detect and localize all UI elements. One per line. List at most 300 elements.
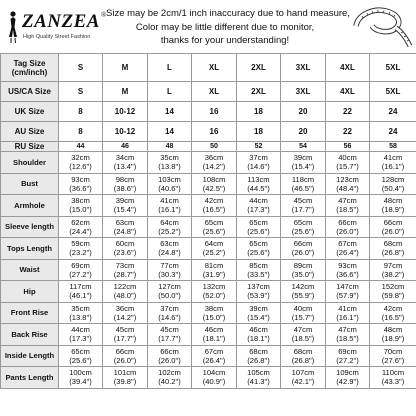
- cm-value: 100cm: [69, 368, 92, 378]
- measurement-cell: [192, 302, 237, 324]
- inch-value: (39.8"): [113, 377, 137, 387]
- inch-value: (40.2"): [158, 377, 181, 387]
- inch-value: (30.3"): [158, 269, 181, 279]
- measurement-cell: [370, 216, 416, 238]
- measurement-cell: [326, 173, 370, 195]
- measurement-label: Waist: [1, 259, 59, 281]
- cm-value: 101cm: [113, 368, 137, 378]
- inch-value: (27.2"): [69, 269, 92, 279]
- measurement-cell: [326, 259, 370, 281]
- inch-value: (15.4"): [113, 205, 137, 215]
- cm-value: 128cm: [381, 174, 405, 184]
- measurement-cell: [192, 152, 237, 174]
- size-cell: 3XL: [281, 82, 326, 102]
- inch-value: (26.8"): [291, 355, 315, 365]
- measurement-cell: [192, 345, 237, 367]
- measurement-cell: [192, 281, 237, 303]
- size-cell: 56: [326, 142, 370, 152]
- cm-value: 69cm: [338, 346, 357, 356]
- measurement-cell: [370, 259, 416, 281]
- measurement-cell: [281, 216, 326, 238]
- inch-value: (14.2"): [202, 162, 226, 172]
- cm-value: 108cm: [202, 174, 226, 184]
- size-cell: 4XL: [326, 54, 370, 82]
- inch-value: (35.0"): [291, 269, 315, 279]
- size-cell: 44: [59, 142, 103, 152]
- cm-value: 40cm: [293, 303, 313, 313]
- inch-value: (25.6"): [247, 248, 270, 258]
- size-header-row: [1, 82, 416, 102]
- size-cell: 18: [237, 122, 281, 142]
- measurement-cell: [326, 195, 370, 217]
- measurement-cell: [103, 367, 148, 389]
- measurement-cell: [59, 216, 103, 238]
- measurement-cell: [370, 302, 416, 324]
- inch-value: (26.4"): [202, 355, 226, 365]
- inch-value: (26.0"): [113, 355, 137, 365]
- measurement-cell: [281, 173, 326, 195]
- size-cell: 20: [281, 122, 326, 142]
- inch-value: (16.1"): [158, 205, 181, 215]
- size-chart-table: [0, 53, 416, 389]
- measurement-label: Front Rise: [1, 302, 59, 324]
- inch-value: (25.2"): [158, 226, 181, 236]
- size-header-row: [1, 54, 416, 82]
- inch-value: (14.2"): [113, 312, 137, 322]
- measurement-cell: [237, 302, 281, 324]
- size-cell: 10-12: [103, 102, 148, 122]
- cm-value: 42cm: [204, 196, 224, 206]
- inch-value: (16.5"): [202, 205, 226, 215]
- measurement-row: [1, 259, 416, 281]
- cm-value: 39cm: [293, 153, 313, 163]
- cm-value: 64cm: [204, 239, 224, 249]
- cm-value: 73cm: [115, 260, 135, 270]
- measurement-label: Armhole: [1, 195, 59, 217]
- size-header-row: [1, 142, 416, 152]
- cm-value: 47cm: [338, 325, 357, 335]
- size-cell: 4XL: [326, 82, 370, 102]
- inch-value: (25.6"): [69, 355, 92, 365]
- measurement-cell: [192, 324, 237, 346]
- inch-value: (16.1"): [336, 312, 359, 322]
- measurement-cell: [370, 152, 416, 174]
- measurement-cell: [148, 281, 192, 303]
- measurement-cell: [59, 281, 103, 303]
- cm-value: 34cm: [115, 153, 135, 163]
- size-cell: 22: [326, 122, 370, 142]
- measurement-cell: [237, 195, 281, 217]
- cm-value: 103cm: [158, 174, 181, 184]
- measurement-cell: [103, 195, 148, 217]
- inch-value: (25.2"): [202, 248, 226, 258]
- cm-value: 44cm: [71, 325, 90, 335]
- cm-value: 39cm: [249, 303, 268, 313]
- size-cell: 54: [281, 142, 326, 152]
- measurement-cell: [370, 195, 416, 217]
- measurement-cell: [237, 324, 281, 346]
- measurement-cell: [237, 259, 281, 281]
- size-cell: M: [103, 82, 148, 102]
- inch-value: (18.5"): [336, 334, 359, 344]
- size-cell: 24: [370, 102, 416, 122]
- cm-value: 85cm: [249, 260, 268, 270]
- cm-value: 39cm: [115, 196, 135, 206]
- inch-value: (38.2"): [381, 269, 405, 279]
- size-cell: S: [59, 54, 103, 82]
- measurement-row: [1, 238, 416, 260]
- measuring-tape-icon: [352, 2, 414, 50]
- cm-value: 36cm: [204, 153, 224, 163]
- inch-value: (13.8"): [158, 162, 181, 172]
- size-cell: 2XL: [237, 54, 281, 82]
- inch-value: (18.9"): [381, 334, 405, 344]
- row-label: RU Size: [1, 142, 59, 152]
- measurement-label: Inside Length: [1, 345, 59, 367]
- measurement-cell: [103, 173, 148, 195]
- measurement-cell: [370, 345, 416, 367]
- row-label: AU Size: [1, 122, 59, 142]
- measurement-label: Shoulder: [1, 152, 59, 174]
- cm-value: 107cm: [291, 368, 315, 378]
- inch-value: (16.5"): [381, 312, 405, 322]
- measurement-cell: [148, 259, 192, 281]
- inch-value: (23.6"): [113, 248, 137, 258]
- size-cell: 8: [59, 102, 103, 122]
- cm-value: 104cm: [202, 368, 226, 378]
- size-cell: 20: [281, 102, 326, 122]
- inch-value: (43.3"): [381, 377, 405, 387]
- cm-value: 44cm: [249, 196, 268, 206]
- cm-value: 45cm: [293, 196, 313, 206]
- measurement-cell: [326, 281, 370, 303]
- inch-value: (18.1"): [202, 334, 226, 344]
- inch-value: (23.2"): [69, 248, 92, 258]
- inch-value: (26.0"): [291, 248, 315, 258]
- brand-name: ZANZEA®: [22, 11, 107, 32]
- size-cell: 22: [326, 102, 370, 122]
- measurement-row: [1, 152, 416, 174]
- cm-value: 110cm: [381, 368, 405, 378]
- cm-value: 35cm: [160, 153, 179, 163]
- measurement-cell: [103, 302, 148, 324]
- cm-value: 70cm: [383, 346, 403, 356]
- size-cell: 2XL: [237, 82, 281, 102]
- inch-value: (42.5"): [202, 183, 226, 193]
- inch-value: (42.1"): [291, 377, 315, 387]
- cm-value: 38cm: [204, 303, 224, 313]
- inch-value: (26.0"): [336, 226, 359, 236]
- row-label: Tag Size (cm/inch): [1, 54, 59, 82]
- inch-value: (48.0"): [113, 291, 137, 301]
- size-cell: 58: [370, 142, 416, 152]
- size-cell: 10-12: [103, 122, 148, 142]
- measurement-cell: [192, 238, 237, 260]
- cm-value: 60cm: [115, 239, 135, 249]
- measurement-cell: [237, 345, 281, 367]
- measurement-cell: [370, 238, 416, 260]
- row-label: UK Size: [1, 102, 59, 122]
- size-cell: 46: [103, 142, 148, 152]
- cm-value: 137cm: [247, 282, 270, 292]
- measurement-cell: [148, 324, 192, 346]
- measurement-cell: [148, 238, 192, 260]
- measurement-cell: [148, 195, 192, 217]
- notice-line: Size may be 2cm/1 inch inaccuracy due to hand measure,: [106, 8, 350, 19]
- inch-value: (42.9"): [336, 377, 359, 387]
- cm-value: 45cm: [160, 325, 179, 335]
- inch-value: (17.7"): [113, 334, 137, 344]
- cm-value: 63cm: [115, 217, 135, 227]
- inch-value: (26.8"): [381, 248, 405, 258]
- measurement-cell: [281, 281, 326, 303]
- measurement-cell: [326, 238, 370, 260]
- cm-value: 66cm: [338, 217, 357, 227]
- cm-value: 65cm: [71, 346, 90, 356]
- inch-value: (55.9"): [291, 291, 315, 301]
- cm-value: 113cm: [247, 174, 270, 184]
- measurement-notice: [106, 7, 350, 48]
- inch-value: (36.6"): [336, 269, 359, 279]
- measurement-row: [1, 324, 416, 346]
- inch-value: (59.8"): [381, 291, 405, 301]
- inch-value: (38.6"): [113, 183, 137, 193]
- inch-value: (13.8"): [69, 312, 92, 322]
- inch-value: (24.8"): [158, 248, 181, 258]
- inch-value: (57.9"): [336, 291, 359, 301]
- inch-value: (15.0"): [69, 205, 92, 215]
- inch-value: (25.6"): [247, 226, 270, 236]
- inch-value: (52.0"): [202, 291, 226, 301]
- measurement-row: [1, 345, 416, 367]
- inch-value: (15.0"): [202, 312, 226, 322]
- cm-value: 62cm: [71, 217, 90, 227]
- measurement-cell: [192, 173, 237, 195]
- measurement-cell: [148, 345, 192, 367]
- cm-value: 66cm: [160, 346, 179, 356]
- inch-value: (18.5"): [336, 205, 359, 215]
- brand-logo: [6, 10, 107, 46]
- measurement-cell: [103, 216, 148, 238]
- cm-value: 66cm: [293, 239, 313, 249]
- cm-value: 152cm: [381, 282, 405, 292]
- size-cell: 8: [59, 122, 103, 142]
- measurement-cell: [103, 152, 148, 174]
- cm-value: 40cm: [338, 153, 357, 163]
- inch-value: (27.2"): [336, 355, 359, 365]
- measurement-label: Tops Length: [1, 238, 59, 260]
- cm-value: 122cm: [113, 282, 137, 292]
- inch-value: (15.4"): [291, 162, 315, 172]
- inch-value: (26.0"): [158, 355, 181, 365]
- inch-value: (25.6"): [202, 226, 226, 236]
- measurement-cell: [192, 216, 237, 238]
- measurement-label: Bust: [1, 173, 59, 195]
- inch-value: (26.4"): [336, 248, 359, 258]
- cm-value: 65cm: [249, 217, 268, 227]
- notice-line: thanks for your understanding!: [160, 35, 290, 47]
- measurement-cell: [148, 367, 192, 389]
- measurement-cell: [59, 259, 103, 281]
- cm-value: 32cm: [71, 153, 90, 163]
- inch-value: (18.9"): [381, 205, 405, 215]
- cm-value: 66cm: [383, 217, 403, 227]
- measurement-cell: [326, 152, 370, 174]
- size-cell: L: [148, 54, 192, 82]
- inch-value: (40.9"): [202, 377, 226, 387]
- measurement-cell: [59, 152, 103, 174]
- measurement-cell: [326, 216, 370, 238]
- measurement-label: Sleeve length: [1, 216, 59, 238]
- measurement-cell: [59, 324, 103, 346]
- cm-value: 117cm: [69, 282, 92, 292]
- size-cell: 5XL: [370, 82, 416, 102]
- measurement-cell: [148, 173, 192, 195]
- measurement-cell: [148, 152, 192, 174]
- measurement-cell: [103, 238, 148, 260]
- inch-value: (25.6"): [291, 226, 315, 236]
- measurement-cell: [281, 152, 326, 174]
- size-cell: XL: [192, 82, 237, 102]
- cm-value: 69cm: [71, 260, 90, 270]
- measurement-cell: [192, 195, 237, 217]
- cm-value: 63cm: [160, 239, 179, 249]
- cm-value: 38cm: [71, 196, 90, 206]
- inch-value: (18.5"): [291, 334, 315, 344]
- inch-value: (15.7"): [291, 312, 315, 322]
- cm-value: 89cm: [293, 260, 313, 270]
- cm-value: 147cm: [336, 282, 359, 292]
- measurement-cell: [326, 367, 370, 389]
- cm-value: 98cm: [115, 174, 135, 184]
- cm-value: 59cm: [71, 239, 90, 249]
- cm-value: 36cm: [115, 303, 135, 313]
- cm-value: 35cm: [71, 303, 90, 313]
- measurement-cell: [59, 238, 103, 260]
- measurement-cell: [370, 324, 416, 346]
- inch-value: (33.5"): [247, 269, 270, 279]
- measurement-label: Hip: [1, 281, 59, 303]
- cm-value: 41cm: [383, 153, 403, 163]
- cm-value: 45cm: [115, 325, 135, 335]
- inch-value: (26.0"): [381, 226, 405, 236]
- cm-value: 68cm: [293, 346, 313, 356]
- measurement-cell: [281, 345, 326, 367]
- inch-value: (50.4"): [381, 183, 405, 193]
- inch-value: (26.8"): [247, 355, 270, 365]
- measurement-cell: [326, 345, 370, 367]
- size-cell: 52: [237, 142, 281, 152]
- measurement-label: Back Rise: [1, 324, 59, 346]
- inch-value: (41.3"): [247, 377, 270, 387]
- measurement-cell: [281, 324, 326, 346]
- inch-value: (24.4"): [69, 226, 92, 236]
- notice-line: Color may be little different due to monitor,: [135, 21, 315, 33]
- size-cell: 50: [192, 142, 237, 152]
- size-cell: 14: [148, 102, 192, 122]
- inch-value: (48.4"): [336, 183, 359, 193]
- measurement-cell: [148, 216, 192, 238]
- inch-value: (31.9"): [202, 269, 226, 279]
- measurement-label: Pants Length: [1, 367, 59, 389]
- measurement-cell: [59, 173, 103, 195]
- size-cell: S: [59, 82, 103, 102]
- page-header: [0, 0, 416, 52]
- size-cell: 5XL: [370, 54, 416, 82]
- cm-value: 67cm: [338, 239, 357, 249]
- size-cell: 18: [237, 102, 281, 122]
- inch-value: (36.6"): [69, 183, 92, 193]
- measurement-row: [1, 302, 416, 324]
- measurement-cell: [148, 302, 192, 324]
- inch-value: (24.8"): [113, 226, 137, 236]
- inch-value: (16.1"): [381, 162, 405, 172]
- cm-value: 109cm: [336, 368, 359, 378]
- cm-value: 123cm: [336, 174, 359, 184]
- inch-value: (12.6"): [69, 162, 92, 172]
- measurement-cell: [237, 367, 281, 389]
- row-label: US/CA Size: [1, 82, 59, 102]
- cm-value: 81cm: [204, 260, 224, 270]
- measurement-cell: [103, 324, 148, 346]
- cm-value: 46cm: [249, 325, 268, 335]
- inch-value: (27.6"): [381, 355, 405, 365]
- cm-value: 118cm: [291, 174, 315, 184]
- cm-value: 41cm: [338, 303, 357, 313]
- measurement-cell: [59, 302, 103, 324]
- inch-value: (17.3"): [69, 334, 92, 344]
- cm-value: 42cm: [383, 303, 403, 313]
- cm-value: 68cm: [383, 239, 403, 249]
- size-cell: L: [148, 82, 192, 102]
- inch-value: (40.6"): [158, 183, 181, 193]
- size-header-row: [1, 102, 416, 122]
- measurement-cell: [103, 259, 148, 281]
- measurement-cell: [281, 195, 326, 217]
- measurement-cell: [103, 281, 148, 303]
- inch-value: (17.7"): [291, 205, 315, 215]
- measurement-cell: [370, 367, 416, 389]
- measurement-cell: [370, 281, 416, 303]
- measurement-cell: [370, 173, 416, 195]
- cm-value: 66cm: [115, 346, 135, 356]
- measurement-cell: [326, 324, 370, 346]
- cm-value: 65cm: [249, 239, 268, 249]
- measurement-cell: [237, 216, 281, 238]
- measurement-cell: [192, 367, 237, 389]
- measurement-row: [1, 281, 416, 303]
- measurement-row: [1, 173, 416, 195]
- cm-value: 105cm: [247, 368, 270, 378]
- cm-value: 65cm: [204, 217, 224, 227]
- brand-tagline: High Quality Street Fashion: [23, 34, 91, 40]
- measurement-row: [1, 216, 416, 238]
- size-cell: 14: [148, 122, 192, 142]
- size-cell: XL: [192, 54, 237, 82]
- size-cell: 48: [148, 142, 192, 152]
- size-cell: 16: [192, 122, 237, 142]
- inch-value: (15.7"): [336, 162, 359, 172]
- measurement-row: [1, 195, 416, 217]
- cm-value: 142cm: [291, 282, 315, 292]
- measurement-cell: [237, 238, 281, 260]
- fashion-silhouette-icon: [6, 10, 20, 44]
- cm-value: 65cm: [293, 217, 313, 227]
- measurement-cell: [59, 367, 103, 389]
- size-cell: M: [103, 54, 148, 82]
- cm-value: 93cm: [338, 260, 357, 270]
- inch-value: (46.5"): [291, 183, 315, 193]
